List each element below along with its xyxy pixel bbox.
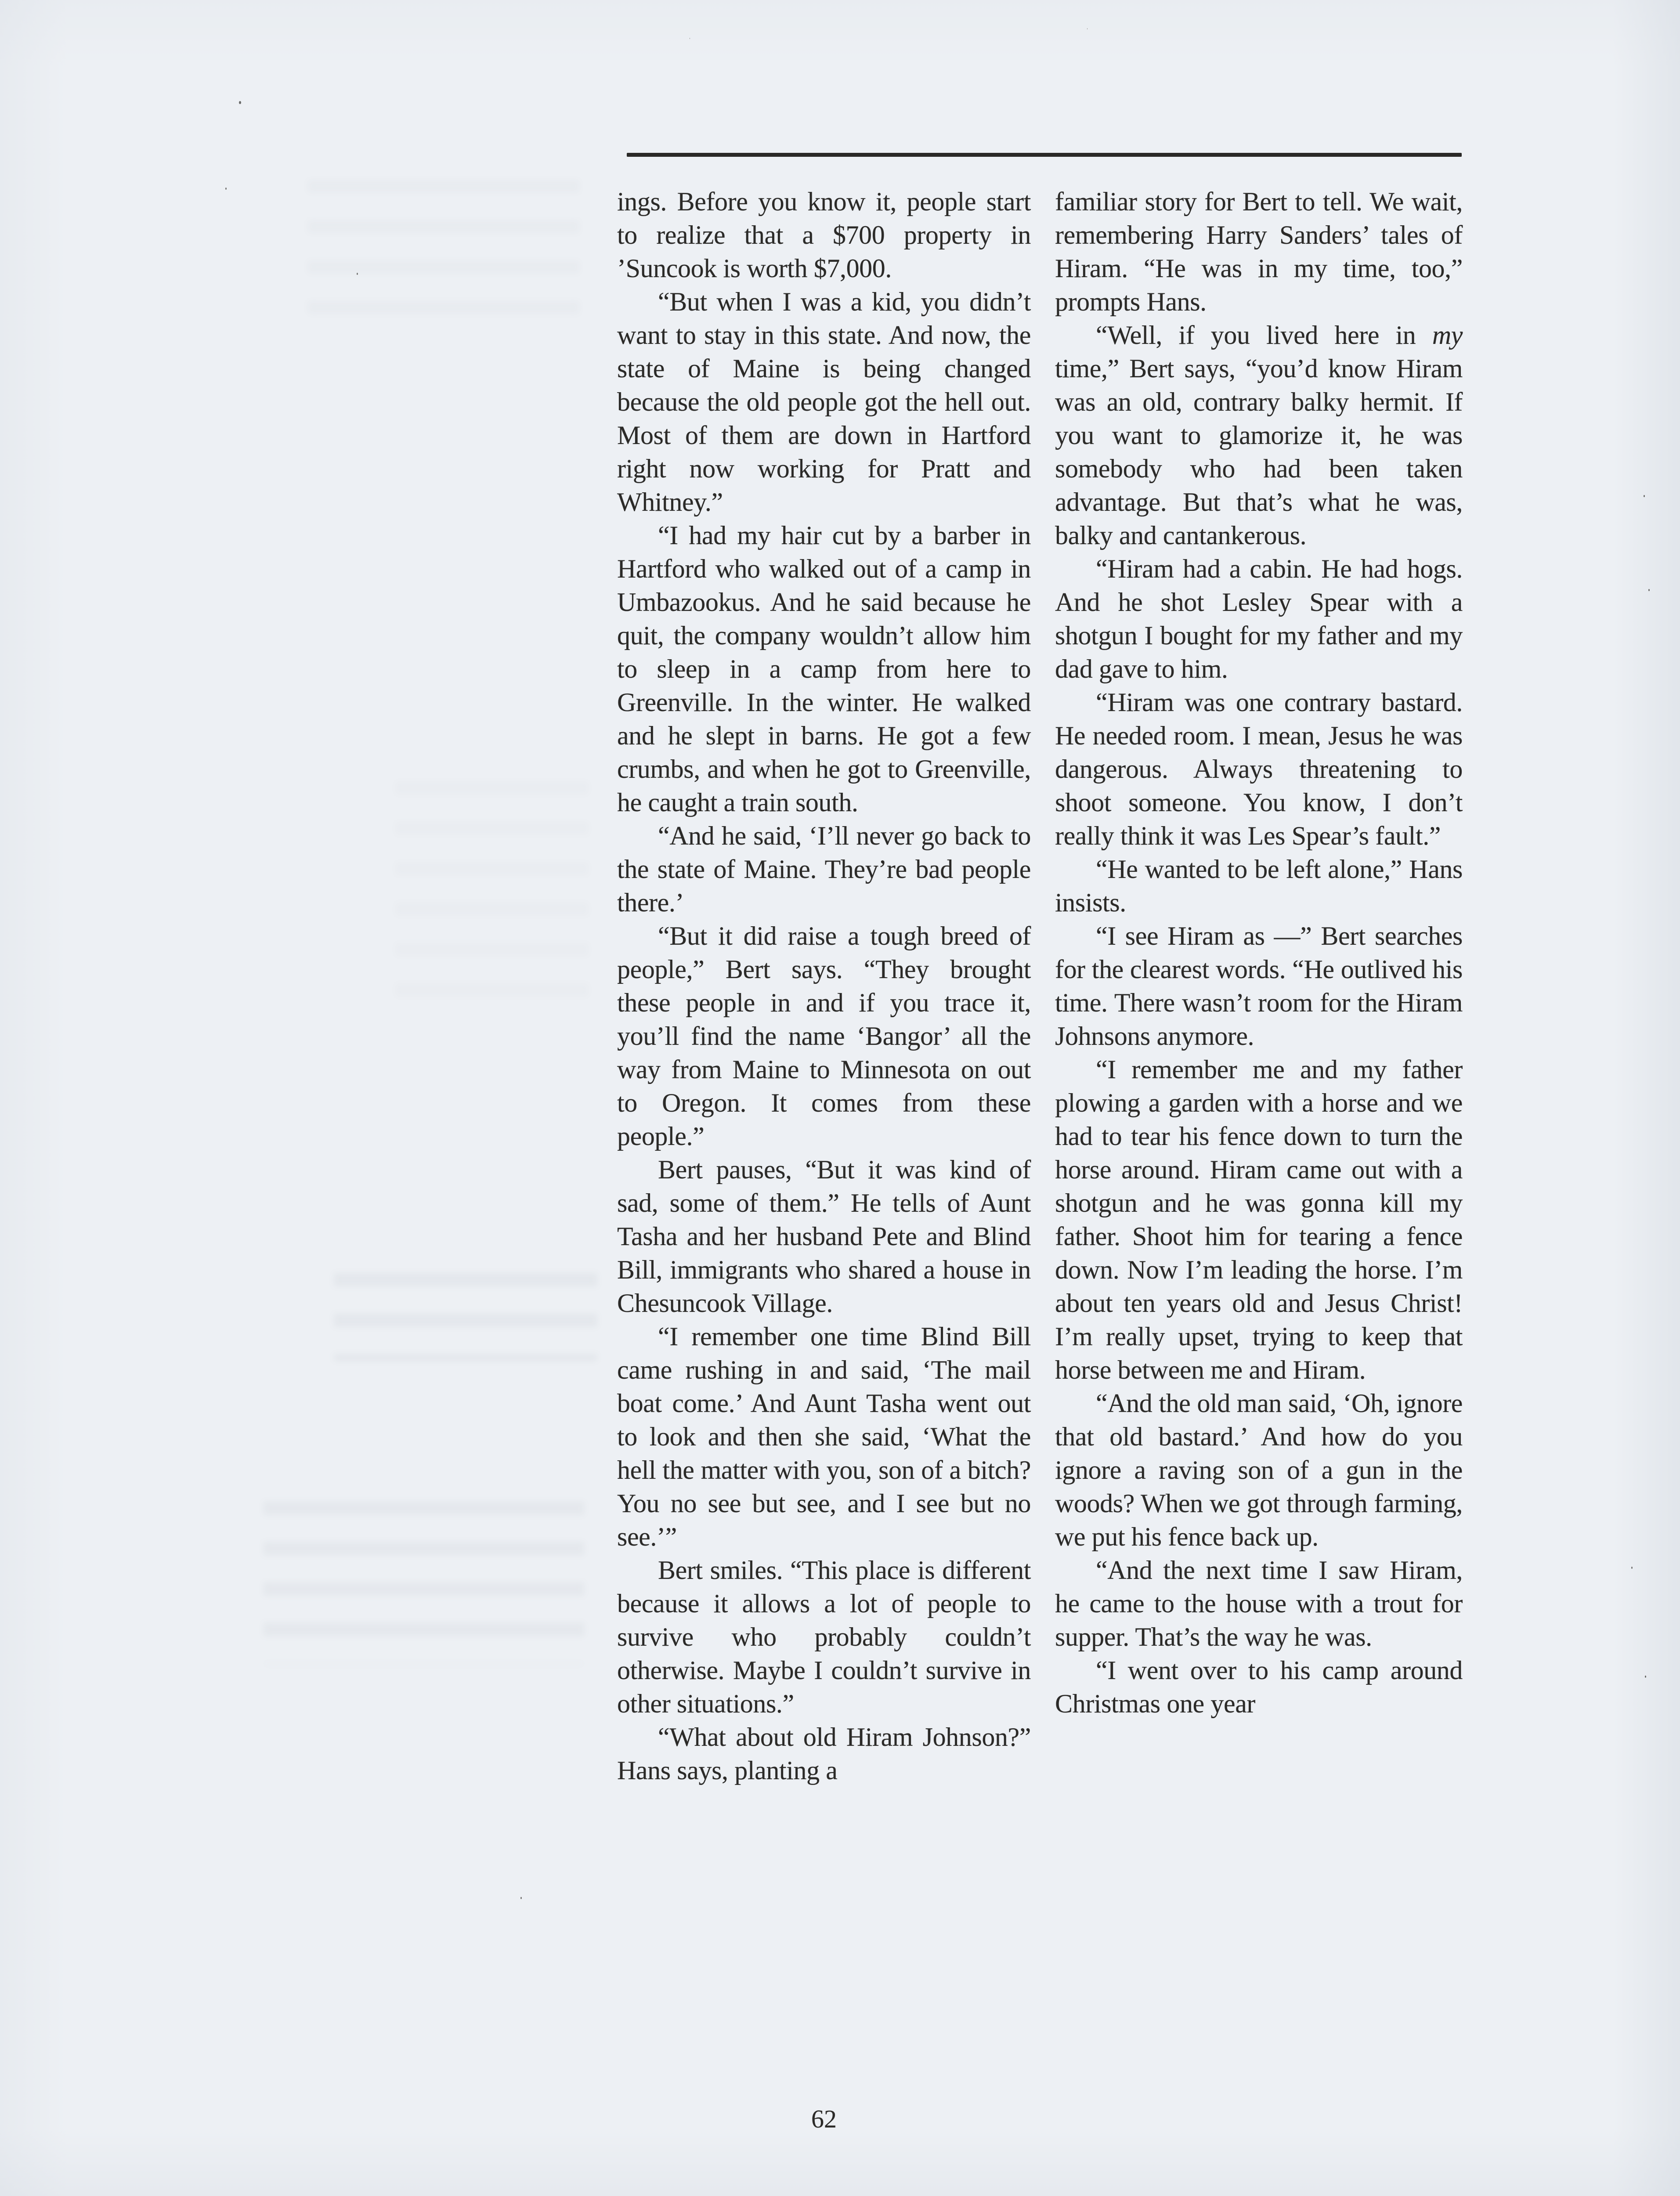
text-run: “I had my hair cut by a barber in Hartford who walked out of a camp in Umbazookus. And he said because he quit, the company wouldn’t allow him to sleep in a camp from here to Greenville. In the winter. He walked and he slept in barns. He got a few crumbs, and when he got to Greenville, he caught a train south. [617, 521, 1031, 817]
paragraph [1055, 552, 1463, 686]
paragraph [617, 519, 1031, 819]
text-run: “But it did raise a tough breed of people,” Bert says. “They brought these people in and if you trace it, you’ll find the name ‘Bangor’ all the way from Maine to Minnesota on out to Oregon. It comes from these people.” [617, 921, 1031, 1151]
italic-text-run: my [1432, 321, 1463, 350]
text-run: “Well, if you lived here in [1096, 321, 1432, 350]
paragraph [617, 1553, 1031, 1720]
left-text-column [617, 185, 1031, 1787]
bleed-through-smudge [307, 171, 580, 316]
text-run: ings. Before you know it, people start to realize that a $700 property in ’Suncook is worth $7,000. [617, 187, 1031, 283]
bleed-through-smudge [334, 1265, 597, 1362]
text-run: “I see Hiram as —” Bert searches for the clearest words. “He outlived his time. There wasn’t room for the Hiram Johnsons anymore. [1055, 921, 1463, 1051]
paragraph [1055, 1053, 1463, 1387]
paragraph [617, 185, 1031, 285]
paragraph [617, 1720, 1031, 1787]
paragraph [1055, 1553, 1463, 1654]
paragraph [1055, 686, 1463, 852]
paragraph [617, 819, 1031, 919]
paragraph [1055, 318, 1463, 552]
text-run: Bert pauses, “But it was kind of sad, some of them.” He tells of Aunt Tasha and her husband Pete and Blind Bill, immigrants who shared a house in Chesuncook Village. [617, 1155, 1031, 1318]
bleed-through-smudge [395, 773, 589, 1019]
text-run: “And he said, ‘I’ll never go back to the state of Maine. They’re bad people there.’ [617, 821, 1031, 917]
paragraph [1055, 1387, 1463, 1553]
text-run: Bert smiles. “This place is different because it allows a lot of people to survive who probably couldn’t otherwise. Maybe I couldn’t survive in other situations.” [617, 1556, 1031, 1718]
text-run: “Hiram was one contrary bastard. He needed room. I mean, Jesus he was dangerous. Always threatening to shoot someone. You know, I don’t really think it was Les Spear’s fault.” [1055, 688, 1463, 850]
text-run: familiar story for Bert to tell. We wait, remembering Harry Sanders’ tales of Hiram. “He was in my time, too,” prompts Hans. [1055, 187, 1463, 316]
page-number: 62 [811, 2105, 837, 2133]
text-run: “Hiram had a cabin. He had hogs. And he shot Lesley Spear with a shotgun I bought for my father and my dad gave to him. [1055, 554, 1463, 683]
text-run: “What about old Hiram Johnson?” Hans says, planting a [617, 1723, 1031, 1785]
paragraph [1055, 1654, 1463, 1720]
text-run: time,” Bert says, “you’d know Hiram was an old, contrary balky hermit. If you want to glamorize it, he was somebody who had been taken advantage. But that’s what he was, balky and cantankerous. [1055, 354, 1463, 550]
text-run: “But when I was a kid, you didn’t want to stay in this state. And now, the state of Maine is being changed because the old people got the hell out. Most of them are down in Hartford right now working for Pratt and Whitney.” [617, 287, 1031, 516]
text-run: “I remember one time Blind Bill came rushing in and said, ‘The mail boat come.’ And Aunt Tasha went out to look and then she said, ‘What the hell the matter with you, son of a bitch? You no see but see, and I see but no see.’” [617, 1322, 1031, 1551]
text-run: “I went over to his camp around Christmas one year [1055, 1656, 1463, 1718]
header-rule [627, 153, 1462, 157]
text-run: “And the old man said, ‘Oh, ignore that old bastard.’ And how do you ignore a raving son of a gun in the woods? When we got through farming, we put his fence back up. [1055, 1389, 1463, 1551]
paragraph [617, 1153, 1031, 1320]
scan-speck [239, 101, 241, 104]
text-run: “He wanted to be left alone,” Hans insists. [1055, 855, 1463, 917]
paragraph [1055, 185, 1463, 318]
paragraph [1055, 919, 1463, 1053]
text-run: “I remember me and my father plowing a garden with a horse and we had to tear his fence down to turn the horse around. Hiram came out with a shotgun and he was gonna kill my father. Shoot him for tearing a fence down. Now I’m leading the horse. I’m about ten years old and Jesus Christ! I’m really upset, trying to keep that horse between me and Hiram. [1055, 1055, 1463, 1384]
paragraph [617, 285, 1031, 519]
paragraph [1055, 852, 1463, 919]
right-text-column [1055, 185, 1463, 1720]
paragraph [617, 919, 1031, 1153]
bleed-through-smudge [264, 1493, 584, 1665]
paragraph [617, 1320, 1031, 1553]
text-run: “And the next time I saw Hiram, he came to the house with a trout for supper. That’s the way he was. [1055, 1556, 1463, 1651]
